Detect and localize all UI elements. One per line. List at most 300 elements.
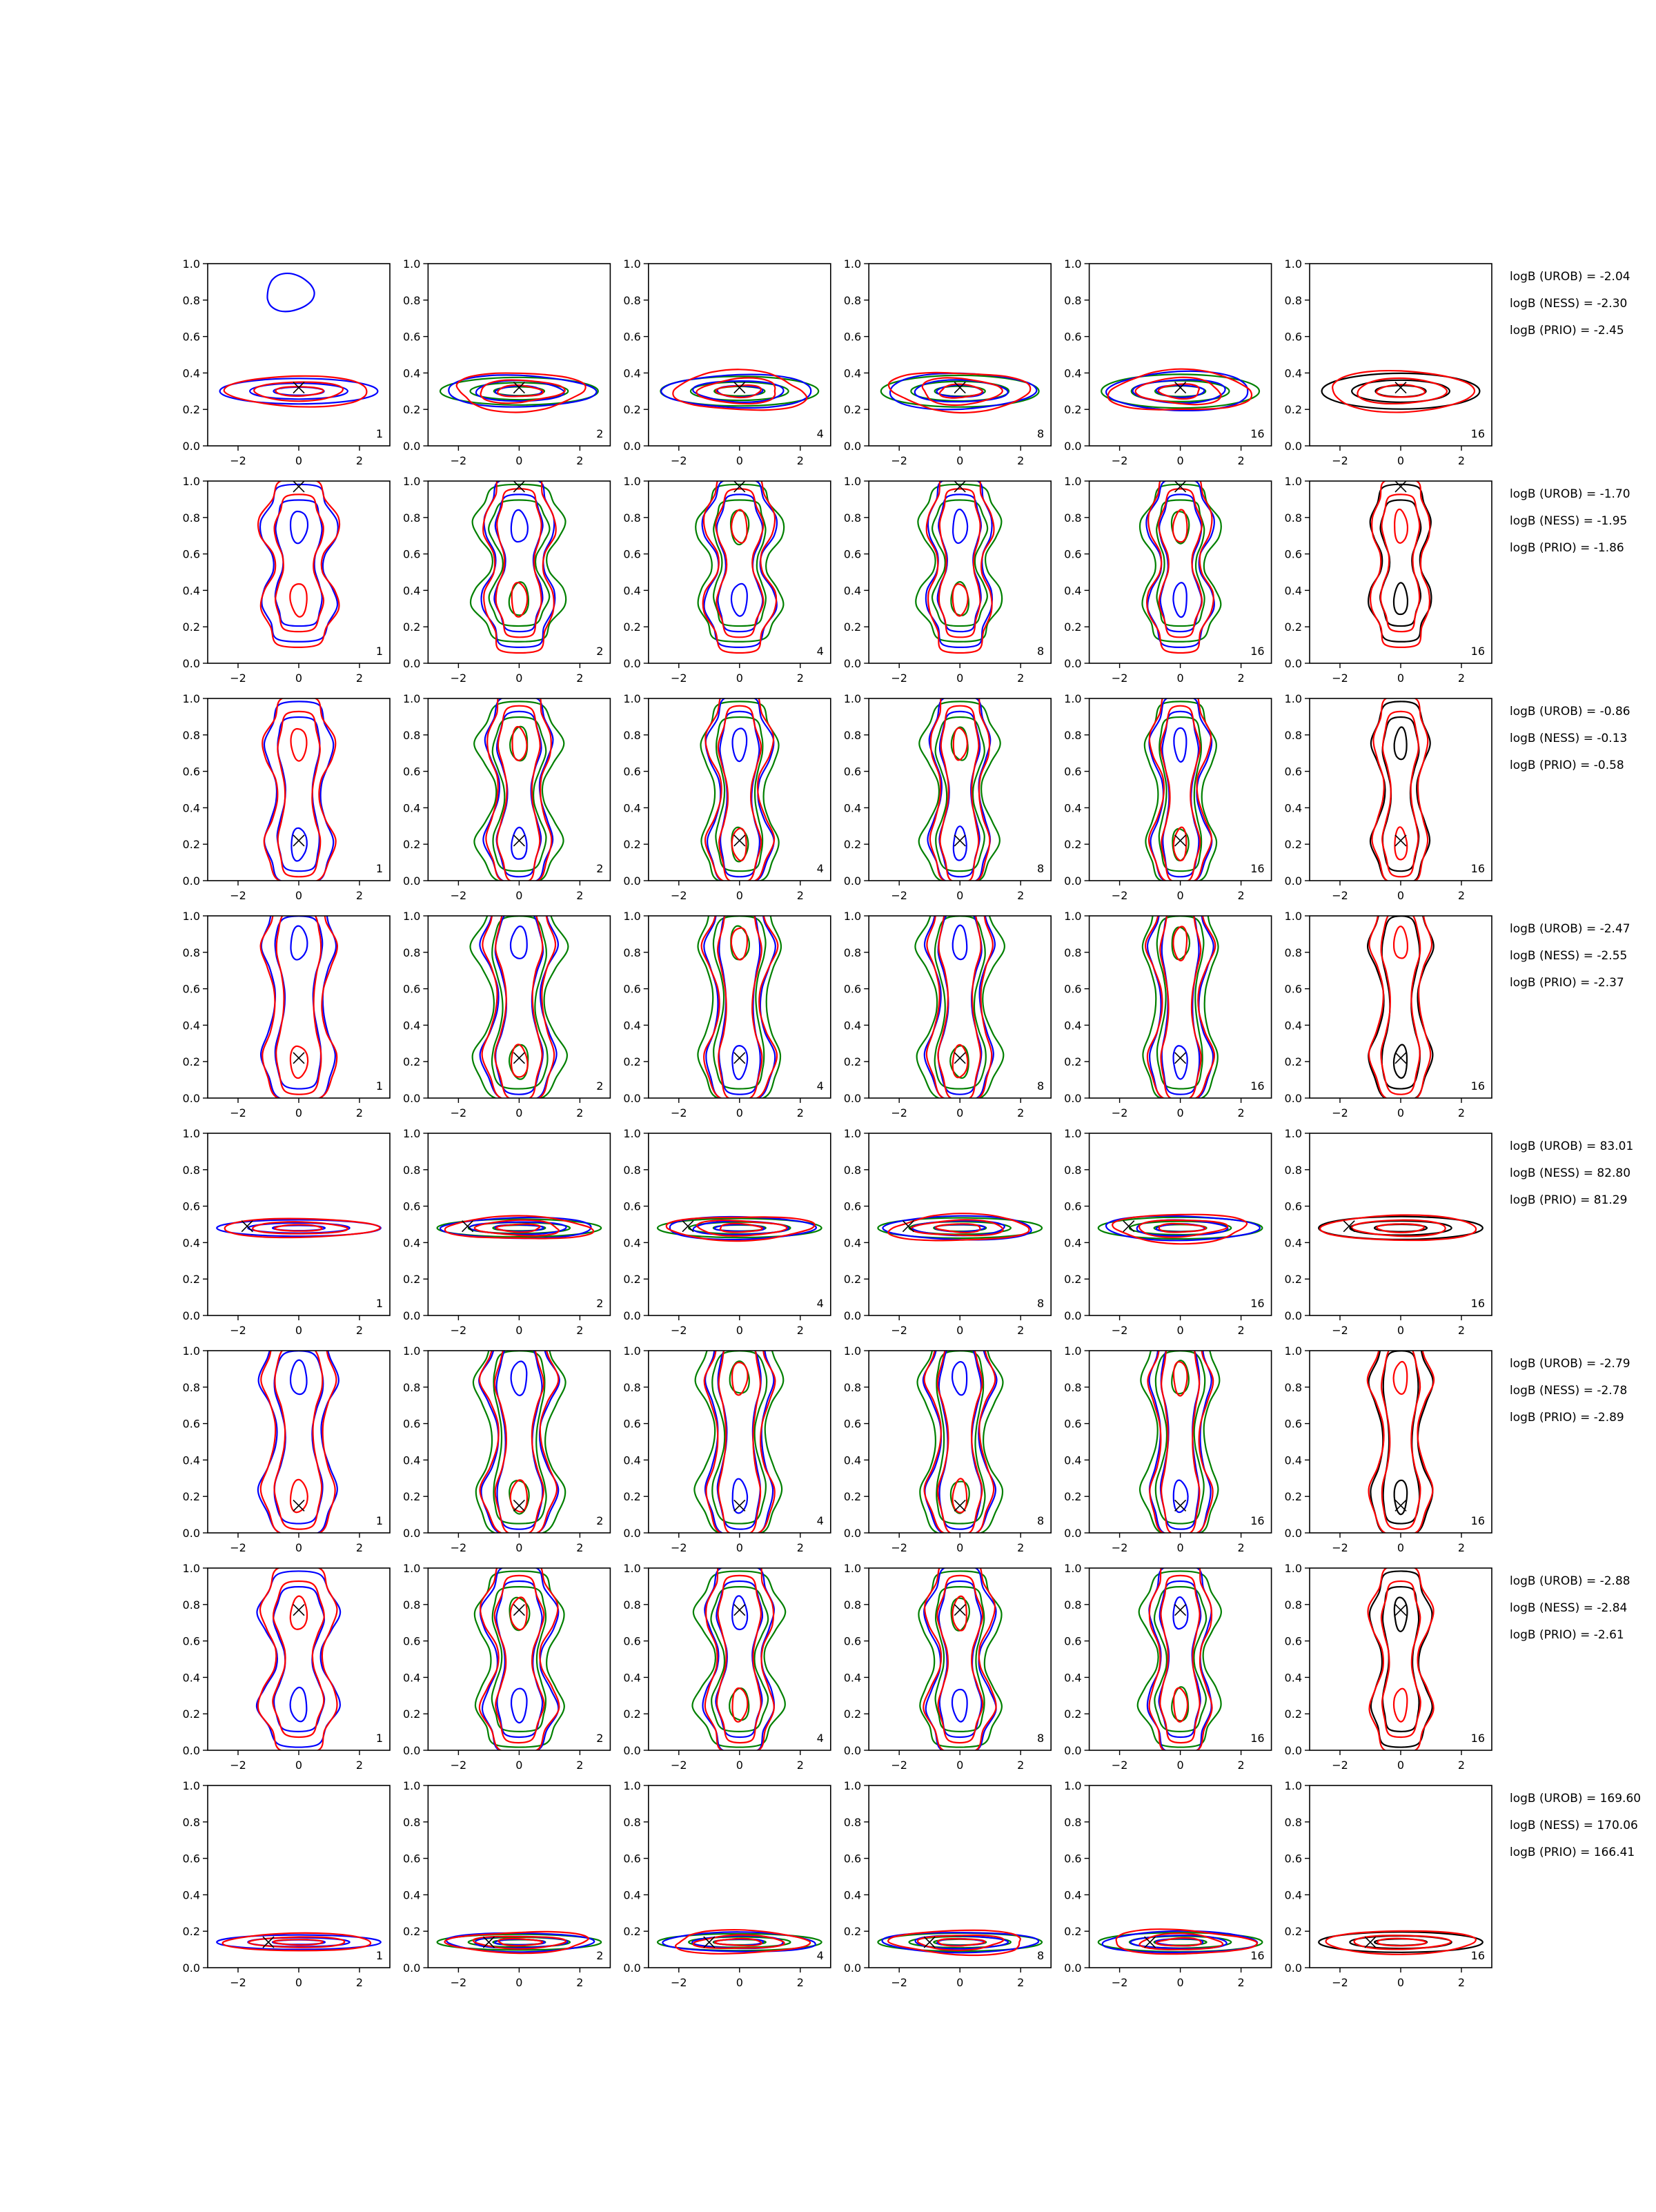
y-tick-label: 0.0 [1284, 1961, 1302, 1975]
contour-green-level-2 [713, 500, 766, 627]
panel-number-label: 8 [1037, 645, 1045, 658]
y-tick-label: 0.8 [843, 511, 862, 525]
x-tick-label: 0 [1397, 1759, 1405, 1772]
y-tick-label: 0.8 [843, 728, 862, 742]
panel-r6-c6 [1285, 1333, 1492, 1554]
y-tick-label: 0.6 [623, 765, 641, 779]
truth-marker [734, 382, 745, 393]
contour-green-level-2 [935, 916, 986, 1088]
panel-number-label: 16 [1250, 1079, 1265, 1093]
y-tick-label: 0.0 [623, 440, 641, 453]
y-tick-label: 0.6 [182, 765, 200, 779]
panel-r2-c6 [1285, 475, 1492, 685]
axes-frame [1310, 1785, 1492, 1968]
y-tick-label: 0.0 [402, 874, 421, 888]
x-tick-label: 2 [796, 889, 804, 902]
contour-group [1368, 1565, 1434, 1752]
contour-black-level-3 [1394, 583, 1408, 614]
y-tick-label: 0.8 [1064, 1380, 1082, 1394]
y-tick-label: 0.4 [623, 1454, 641, 1467]
panel-r7-c4 [844, 1560, 1051, 1772]
panel-r6-c1 [183, 1333, 390, 1554]
y-tick-label: 1.0 [1284, 475, 1302, 488]
y-tick-label: 0.2 [1284, 1273, 1302, 1286]
logb-text-row7-3: logB (PRIO) = -2.61 [1510, 1628, 1624, 1642]
panel-r7-c1 [183, 1562, 390, 1772]
contour-red-level-2 [248, 1937, 344, 1947]
panel-r5-c4 [844, 1127, 1051, 1337]
y-tick-label: 0.8 [1284, 1598, 1302, 1612]
contour-blue-level-3 [953, 509, 967, 543]
y-tick-label: 0.0 [182, 1744, 200, 1757]
logb-text-row8-3: logB (PRIO) = 166.41 [1510, 1846, 1635, 1859]
y-tick-label: 0.6 [402, 765, 421, 779]
y-tick-label: 0.4 [623, 801, 641, 815]
truth-marker [1395, 1605, 1406, 1616]
y-tick-label: 0.4 [402, 1671, 421, 1685]
x-tick-label: 2 [1017, 454, 1025, 467]
contour-blue-level-2 [275, 1351, 324, 1523]
y-tick-label: 1.0 [623, 257, 641, 271]
y-tick-label: 0.4 [1284, 1454, 1302, 1467]
panel-r1-c1 [183, 257, 390, 467]
y-tick-label: 0.2 [623, 838, 641, 852]
contour-green-level-1 [692, 1571, 785, 1747]
panel-number-label: 4 [816, 1514, 824, 1527]
x-tick-label: −2 [1332, 1759, 1348, 1772]
axes-frame [649, 698, 831, 881]
y-tick-label: 0.0 [182, 1961, 200, 1975]
x-tick-label: −2 [891, 1541, 907, 1554]
y-tick-label: 0.0 [1284, 1309, 1302, 1322]
y-tick-label: 0.8 [402, 1598, 421, 1612]
y-tick-label: 0.0 [402, 1744, 421, 1757]
panel-r2-c3 [623, 473, 830, 685]
y-tick-label: 0.4 [402, 1019, 421, 1032]
y-tick-label: 0.6 [843, 1634, 862, 1648]
x-tick-label: −2 [1111, 889, 1128, 902]
y-tick-label: 0.0 [1064, 1527, 1082, 1540]
x-tick-label: −2 [1111, 1759, 1128, 1772]
panel-number-label: 16 [1470, 427, 1485, 440]
truth-marker [1175, 481, 1186, 492]
y-tick-label: 0.2 [843, 838, 862, 852]
contour-group [1140, 1333, 1219, 1536]
contour-red-level-1 [1370, 479, 1430, 647]
y-tick-label: 0.2 [623, 1925, 641, 1939]
contour-group [471, 473, 566, 653]
y-tick-label: 1.0 [1064, 1344, 1082, 1358]
y-tick-label: 1.0 [1064, 1127, 1082, 1140]
x-tick-label: 2 [1237, 454, 1245, 467]
y-tick-label: 0.4 [1284, 1236, 1302, 1250]
contour-blue-level-3 [290, 511, 308, 543]
x-tick-label: 2 [796, 1106, 804, 1119]
x-tick-label: −2 [230, 889, 246, 902]
panel-number-label: 8 [1037, 1297, 1045, 1310]
y-tick-label: 1.0 [402, 1127, 421, 1140]
truth-marker [1395, 1053, 1406, 1064]
contour-group [217, 1933, 381, 1951]
y-tick-label: 0.8 [182, 728, 200, 742]
y-tick-label: 0.2 [1284, 1707, 1302, 1721]
y-tick-label: 1.0 [182, 1779, 200, 1792]
x-tick-label: 0 [956, 1541, 964, 1554]
y-tick-label: 0.8 [1284, 1380, 1302, 1394]
y-tick-label: 0.0 [402, 440, 421, 453]
contour-group [701, 690, 779, 883]
contour-green-level-2 [936, 1587, 985, 1732]
y-tick-label: 0.2 [182, 1490, 200, 1504]
y-tick-label: 1.0 [182, 1562, 200, 1575]
y-tick-label: 1.0 [843, 1127, 862, 1140]
y-tick-label: 0.4 [843, 1454, 862, 1467]
contour-black-level-2 [1383, 1351, 1420, 1523]
x-tick-label: 2 [355, 1106, 364, 1119]
y-tick-label: 0.4 [1284, 1888, 1302, 1902]
y-tick-label: 0.2 [1064, 403, 1082, 417]
panel-r4-c3 [623, 899, 830, 1119]
panel-number-label: 1 [375, 1949, 383, 1962]
x-tick-label: −2 [450, 1541, 467, 1554]
y-tick-label: 0.0 [843, 874, 862, 888]
y-tick-label: 0.8 [1284, 1815, 1302, 1829]
contour-red-level-3 [290, 1480, 308, 1512]
y-tick-label: 0.8 [402, 511, 421, 525]
x-tick-label: −2 [230, 1759, 246, 1772]
contour-group [262, 696, 335, 883]
x-tick-label: 2 [796, 454, 804, 467]
logb-text-row5-2: logB (NESS) = 82.80 [1510, 1166, 1631, 1180]
contour-green-level-2 [493, 1351, 546, 1523]
contour-black-level-1 [1370, 701, 1430, 883]
y-tick-label: 0.8 [1064, 1163, 1082, 1177]
x-tick-label: −2 [450, 889, 467, 902]
y-tick-label: 0.0 [1064, 657, 1082, 670]
y-tick-label: 0.0 [402, 1309, 421, 1322]
contour-red-level-3 [1394, 509, 1408, 543]
x-tick-label: −2 [891, 454, 907, 467]
axes-frame [869, 1785, 1051, 1968]
panel-r4-c1 [183, 899, 390, 1119]
panel-number-label: 8 [1037, 1949, 1045, 1962]
x-tick-label: 0 [736, 1106, 743, 1119]
y-tick-label: 0.4 [843, 1236, 862, 1250]
panel-number-label: 4 [816, 1297, 824, 1310]
y-tick-label: 0.0 [182, 440, 200, 453]
x-tick-label: 0 [515, 1759, 523, 1772]
truth-marker [1175, 835, 1186, 846]
y-tick-label: 0.0 [623, 1961, 641, 1975]
y-tick-label: 0.2 [402, 403, 421, 417]
x-tick-label: 0 [1397, 889, 1405, 902]
x-tick-label: −2 [891, 889, 907, 902]
y-tick-label: 0.4 [1064, 1236, 1082, 1250]
y-tick-label: 0.6 [402, 1634, 421, 1648]
y-tick-label: 0.0 [623, 1092, 641, 1105]
panel-r2-c5 [1064, 473, 1271, 685]
y-tick-label: 0.8 [1064, 946, 1082, 959]
x-tick-label: 2 [796, 1976, 804, 1989]
y-tick-label: 0.6 [1064, 1634, 1082, 1648]
y-tick-label: 0.6 [623, 1634, 641, 1648]
axes-frame [208, 481, 390, 663]
y-tick-label: 0.4 [843, 801, 862, 815]
contour-group [1368, 899, 1434, 1101]
y-tick-label: 0.4 [1064, 1671, 1082, 1685]
panel-r5-c3 [623, 1127, 830, 1337]
logb-text-row8-2: logB (NESS) = 170.06 [1510, 1819, 1638, 1832]
y-tick-label: 0.6 [402, 1417, 421, 1431]
truth-marker [954, 835, 965, 846]
x-tick-label: 0 [1397, 1541, 1405, 1554]
x-tick-label: 0 [515, 1541, 523, 1554]
contour-group [918, 1560, 1001, 1752]
y-tick-label: 0.0 [402, 657, 421, 670]
y-tick-label: 0.6 [182, 1200, 200, 1213]
logb-text-row6-3: logB (PRIO) = -2.89 [1510, 1411, 1624, 1425]
x-tick-label: 2 [576, 672, 584, 685]
x-tick-label: 0 [515, 889, 523, 902]
y-tick-label: 0.2 [182, 403, 200, 417]
y-tick-label: 0.4 [1284, 584, 1302, 598]
y-tick-label: 0.4 [623, 1019, 641, 1032]
panel-r1-c2 [403, 257, 610, 467]
contour-green-level-2 [1156, 500, 1204, 627]
truth-marker [1175, 1053, 1186, 1064]
y-tick-label: 0.8 [1284, 1163, 1302, 1177]
x-tick-label: −2 [671, 1324, 687, 1337]
y-tick-label: 0.2 [182, 838, 200, 852]
y-tick-label: 1.0 [623, 910, 641, 923]
y-tick-label: 0.6 [182, 547, 200, 561]
panel-r6-c4 [844, 1333, 1051, 1554]
contour-group [1145, 690, 1216, 883]
x-tick-label: 0 [736, 1541, 743, 1554]
y-tick-label: 0.4 [623, 1888, 641, 1902]
y-tick-label: 0.4 [402, 584, 421, 598]
truth-marker [293, 835, 304, 846]
contour-blue-level-2 [1162, 712, 1199, 877]
contour-blue-level-2 [273, 1587, 324, 1732]
panel-number-label: 1 [375, 1732, 383, 1745]
y-tick-label: 0.4 [843, 584, 862, 598]
y-tick-label: 1.0 [843, 1779, 862, 1792]
panel-number-label: 2 [596, 645, 604, 658]
axes-frame [208, 264, 390, 446]
y-tick-label: 1.0 [402, 1779, 421, 1792]
y-tick-label: 0.6 [1064, 1417, 1082, 1431]
y-tick-label: 0.6 [402, 1200, 421, 1213]
x-tick-label: −2 [1111, 1541, 1128, 1554]
x-tick-label: 0 [956, 1759, 964, 1772]
x-tick-label: 2 [1457, 454, 1466, 467]
y-tick-label: 0.6 [1284, 1417, 1302, 1431]
y-tick-label: 0.8 [843, 293, 862, 307]
contour-red-level-3 [733, 1688, 748, 1722]
x-tick-label: 2 [1237, 1976, 1245, 1989]
panel-r5-c2 [403, 1127, 610, 1337]
x-tick-label: 0 [956, 889, 964, 902]
y-tick-label: 0.8 [182, 946, 200, 959]
truth-marker [513, 1500, 524, 1511]
y-tick-label: 0.6 [1064, 1200, 1082, 1213]
panel-number-label: 16 [1250, 862, 1265, 875]
panel-number-label: 16 [1470, 1949, 1485, 1962]
axes-frame [1310, 1568, 1492, 1750]
y-tick-label: 0.6 [1064, 982, 1082, 996]
contour-blue-level-3 [291, 828, 306, 861]
y-tick-label: 0.2 [843, 1925, 862, 1939]
panel-number-label: 16 [1250, 1297, 1265, 1310]
y-tick-label: 1.0 [182, 1344, 200, 1358]
y-tick-label: 0.8 [1064, 1815, 1082, 1829]
axes-frame [869, 264, 1051, 446]
panel-number-label: 1 [375, 1079, 383, 1093]
y-tick-label: 0.8 [843, 1598, 862, 1612]
panel-number-label: 8 [1037, 862, 1045, 875]
y-tick-label: 1.0 [843, 910, 862, 923]
panel-number-label: 2 [596, 1297, 604, 1310]
y-tick-label: 0.4 [182, 801, 200, 815]
contour-green-level-2 [712, 1351, 767, 1523]
y-tick-label: 0.6 [1064, 1852, 1082, 1866]
y-tick-label: 1.0 [623, 692, 641, 705]
contour-green-level-2 [713, 916, 766, 1088]
x-tick-label: −2 [1111, 672, 1128, 685]
x-tick-label: 2 [1017, 1324, 1025, 1337]
contour-blue-level-3 [290, 926, 307, 960]
y-tick-label: 0.2 [1284, 620, 1302, 634]
contour-red-level-3 [1394, 1362, 1408, 1394]
panel-r2-c1 [183, 475, 390, 685]
x-tick-label: 2 [796, 1324, 804, 1337]
contour-blue-level-3 [511, 1689, 526, 1723]
axes-frame [428, 916, 610, 1098]
contour-group [918, 1333, 1003, 1536]
x-tick-label: 0 [956, 1106, 964, 1119]
y-tick-label: 0.8 [1284, 511, 1302, 525]
y-tick-label: 0.0 [1284, 874, 1302, 888]
panel-r3-c3 [623, 690, 830, 902]
contour-red-level-2 [276, 910, 321, 1095]
y-tick-label: 0.4 [182, 366, 200, 380]
x-tick-label: −2 [671, 454, 687, 467]
y-tick-label: 0.2 [402, 1707, 421, 1721]
y-tick-label: 0.0 [623, 1309, 641, 1322]
panel-number-label: 8 [1037, 427, 1045, 440]
panel-r6-c5 [1064, 1333, 1271, 1554]
truth-marker [954, 1500, 965, 1511]
contour-red-level-2 [1381, 1581, 1421, 1737]
x-tick-label: 2 [1457, 672, 1466, 685]
x-tick-label: −2 [671, 889, 687, 902]
y-tick-label: 0.2 [1284, 1925, 1302, 1939]
x-tick-label: 2 [355, 1541, 364, 1554]
y-tick-label: 0.8 [182, 1598, 200, 1612]
contour-group [1319, 1931, 1483, 1955]
y-tick-label: 0.8 [402, 293, 421, 307]
y-tick-label: 1.0 [182, 257, 200, 271]
y-tick-label: 0.4 [182, 1454, 200, 1467]
contour-group [1368, 479, 1431, 647]
panel-r5-c6 [1285, 1127, 1492, 1337]
y-tick-label: 0.4 [182, 1236, 200, 1250]
contour-blue-level-2 [716, 1581, 762, 1737]
axes-frame [649, 1785, 831, 1968]
contour-group [217, 1219, 381, 1237]
y-tick-label: 1.0 [843, 257, 862, 271]
contour-group [1143, 899, 1219, 1101]
contour-black-level-2 [1383, 1587, 1419, 1732]
truth-marker [513, 481, 524, 492]
y-tick-label: 0.0 [182, 874, 200, 888]
y-tick-label: 1.0 [623, 1562, 641, 1575]
contour-extra-mode [267, 273, 314, 311]
y-tick-label: 1.0 [623, 475, 641, 488]
axes-frame [869, 916, 1051, 1098]
y-tick-label: 1.0 [843, 692, 862, 705]
contour-red-level-1 [261, 899, 337, 1101]
y-tick-label: 0.6 [843, 982, 862, 996]
axes-frame [208, 916, 390, 1098]
contour-red-level-2 [277, 712, 320, 877]
y-tick-label: 0.8 [623, 293, 641, 307]
y-tick-label: 0.2 [1284, 838, 1302, 852]
panel-number-label: 4 [816, 1949, 824, 1962]
y-tick-label: 0.2 [182, 620, 200, 634]
y-tick-label: 0.0 [1064, 1309, 1082, 1322]
y-tick-label: 0.2 [402, 1055, 421, 1069]
y-tick-label: 0.4 [1284, 1671, 1302, 1685]
y-tick-label: 0.8 [1064, 511, 1082, 525]
y-tick-label: 0.8 [623, 1815, 641, 1829]
y-tick-label: 1.0 [402, 1344, 421, 1358]
x-tick-label: 2 [576, 454, 584, 467]
contour-group [1319, 1215, 1483, 1240]
x-tick-label: 0 [1176, 1976, 1184, 1989]
panel-r8-c2 [403, 1779, 610, 1989]
y-tick-label: 1.0 [1284, 1779, 1302, 1792]
truth-marker [1395, 481, 1406, 492]
y-tick-label: 0.6 [1284, 330, 1302, 344]
y-tick-label: 0.8 [843, 1380, 862, 1394]
panel-number-label: 16 [1470, 1514, 1485, 1527]
x-tick-label: −2 [450, 672, 467, 685]
y-tick-label: 1.0 [182, 475, 200, 488]
contour-black-level-3 [1394, 727, 1407, 760]
y-tick-label: 0.0 [1284, 1527, 1302, 1540]
panel-number-label: 16 [1470, 862, 1485, 875]
panel-r7-c6 [1285, 1562, 1492, 1772]
contour-group [692, 1560, 785, 1752]
x-tick-label: 0 [1176, 889, 1184, 902]
contour-red-level-3 [290, 1046, 308, 1078]
truth-marker [954, 1053, 965, 1064]
y-tick-label: 0.8 [623, 1163, 641, 1177]
logb-text-row1-2: logB (NESS) = -2.30 [1510, 297, 1628, 311]
y-tick-label: 0.4 [182, 1671, 200, 1685]
contour-green-level-2 [1157, 916, 1204, 1088]
x-tick-label: 2 [1457, 1759, 1466, 1772]
y-tick-label: 0.4 [1064, 801, 1082, 815]
panel-number-label: 16 [1250, 427, 1265, 440]
x-tick-label: 0 [1176, 1541, 1184, 1554]
panel-number-label: 16 [1470, 645, 1485, 658]
contour-group [437, 1932, 602, 1953]
y-tick-label: 0.4 [182, 584, 200, 598]
y-tick-label: 0.0 [843, 440, 862, 453]
